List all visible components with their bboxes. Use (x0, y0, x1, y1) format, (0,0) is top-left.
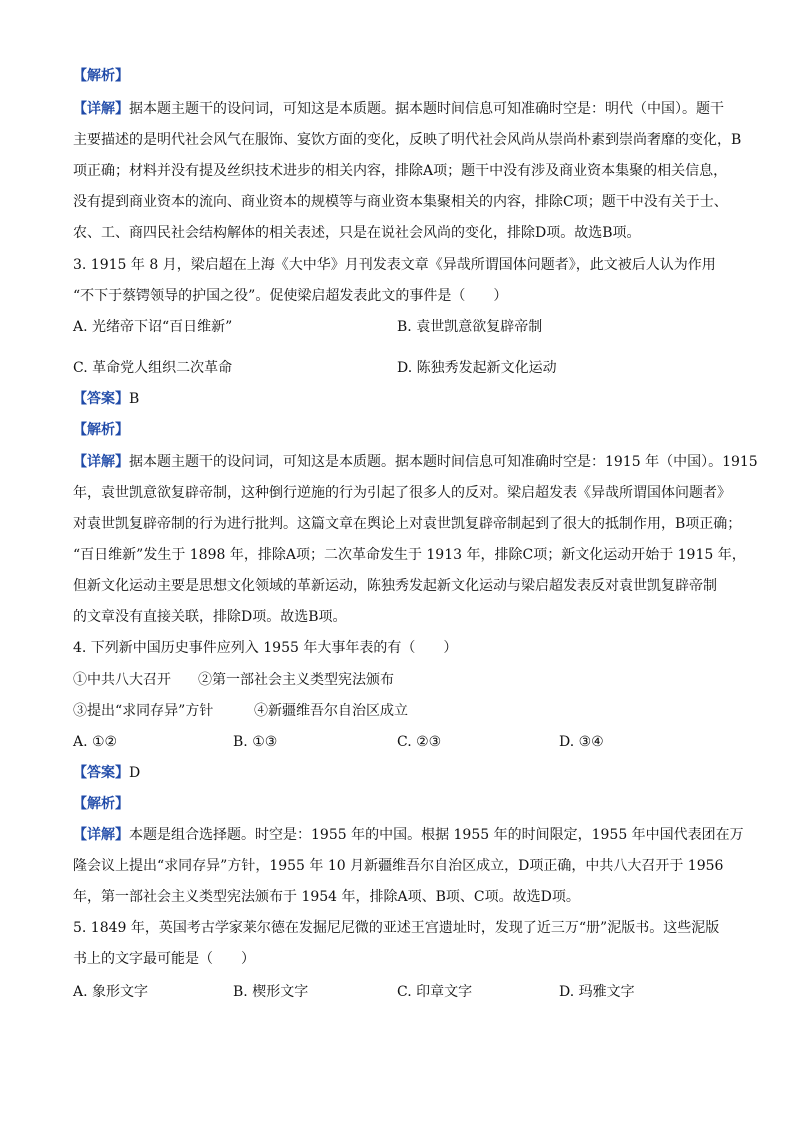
q4-stem: 4. 下列新中国历史事件应列入 1955 年大事年表的有（ ） (73, 640, 458, 656)
q3-analysis-tag: 【解析】 (73, 422, 129, 438)
q4-option-a: A. ①② (73, 734, 118, 750)
q5-option-b: B. 楔形文字 (233, 984, 309, 1000)
q5-stem: 5. 1849 年，英国考古学家莱尔德在发掘尼尼微的亚述王宫遗址时，发现了近三万“册”泥版书。这些泥版 (73, 920, 720, 936)
q4-option-c: C. ②③ (397, 734, 442, 750)
q2-detail-line: 主要描述的是明代社会风气在服饰、宴饮方面的变化，反映了明代社会风尚从崇尚朴素到崇尚奢靡的变化，B (73, 132, 742, 148)
q4-answer (73, 763, 140, 783)
q4-option-d: D. ③④ (559, 734, 604, 750)
q4-analysis-tag: 【解析】 (73, 796, 129, 812)
q4-detail-tag: 【详解】 (73, 827, 129, 843)
q3-stem: 3. 1915 年 8 月，梁启超在上海《大中华》月刊发表文章《异哉所谓国体问题者》，此文被后人认为作用 (73, 257, 716, 273)
q5-option-d: D. 玛雅文字 (559, 984, 635, 1000)
q4-detail-line: 隆会议上提出“求同存异”方针，1955 年 10 月新疆维吾尔自治区成立，D项正确，中共八大召开于 1956 (73, 858, 724, 874)
q5-option-c: C. 印章文字 (397, 984, 473, 1000)
q4-item-3: ③提出“求同存异”方针 (73, 703, 214, 719)
q2-detail-line: 项正确；材料并没有提及丝织技术进步的相关内容，排除A项；题干中没有涉及商业资本集聚的相关信息， (73, 163, 728, 179)
q3-stem: “不下于蔡锷领导的护国之役”。促使梁启超发表此文的事件是（ ） (73, 288, 508, 304)
q3-answer-tag: 【答案】 (73, 391, 129, 407)
q4-item-4: ④新疆维吾尔自治区成立 (254, 703, 408, 719)
q2-detail-line: 【详解】据本题主题干的设问词，可知这是本质题。据本题时间信息可知准确时空是：明代（中国）。题干 (73, 101, 724, 117)
q3-option-c: C. 革命党人组织二次革命 (73, 360, 233, 376)
q3-detail-line: 但新文化运动主要是思想文化领域的革新运动，陈独秀发起新文化运动与梁启超发表反对袁世凯复辟帝制 (73, 578, 717, 594)
q3-detail-line: 的文章没有直接关联，排除D项。故选B项。 (73, 609, 347, 625)
q3-detail-line: “百日维新”发生于 1898 年，排除A项；二次革命发生于 1913 年，排除C项；新文化运动开始于 1915 年， (73, 547, 746, 563)
q4-detail-line: 【详解】本题是组合选择题。时空是：1955 年的中国。根据 1955 年的时间限定，1955 年中国代表团在万 (73, 827, 744, 843)
q2-detail-tag: 【详解】 (73, 101, 129, 117)
q2-detail-line: 农、工、商四民社会结构解体的相关表述，只是在说社会风尚的变化，排除D项。故选B项。 (73, 225, 641, 241)
q4-option-b: B. ①③ (233, 734, 278, 750)
q3-option-a: A. 光绪帝下诏“百日维新” (73, 319, 233, 335)
q5-option-a: A. 象形文字 (73, 984, 149, 1000)
q3-answer-value: B (129, 391, 140, 407)
q3-option-d: D. 陈独秀发起新文化运动 (397, 360, 557, 376)
q4-item-1: ①中共八大召开 (73, 672, 171, 688)
q3-answer (73, 389, 139, 409)
q4-answer-tag: 【答案】 (73, 765, 129, 781)
q4-answer-value: D (129, 765, 141, 781)
q2-detail-line: 没有提到商业资本的流向、商业资本的规模等与商业资本集聚相关的内容，排除C项；题干中没有关于士、 (73, 194, 728, 210)
q5-stem: 书上的文字最可能是（ ） (73, 951, 255, 967)
q4-item-2: ②第一部社会主义类型宪法颁布 (198, 672, 394, 688)
q3-detail-line: 对袁世凯复辟帝制的行为进行批判。这篇文章在舆论上对袁世凯复辟帝制起到了很大的抵制作用，B项正确； (73, 516, 742, 532)
q3-detail-tag: 【详解】 (73, 454, 129, 470)
q2-analysis-tag: 【解析】 (73, 68, 129, 84)
q3-detail-line: 年，袁世凯意欲复辟帝制，这种倒行逆施的行为引起了很多人的反对。梁启超发表《异哉所谓国体问题者》 (73, 485, 731, 501)
q3-detail-line: 【详解】据本题主题干的设问词，可知这是本质题。据本题时间信息可知准确时空是：1915 年（中国）。1915 (73, 454, 758, 470)
q3-option-b: B. 袁世凯意欲复辟帝制 (397, 319, 543, 335)
q4-detail-line: 年，第一部社会主义类型宪法颁布于 1954 年，排除A项、B项、C项。故选D项。 (73, 889, 580, 905)
